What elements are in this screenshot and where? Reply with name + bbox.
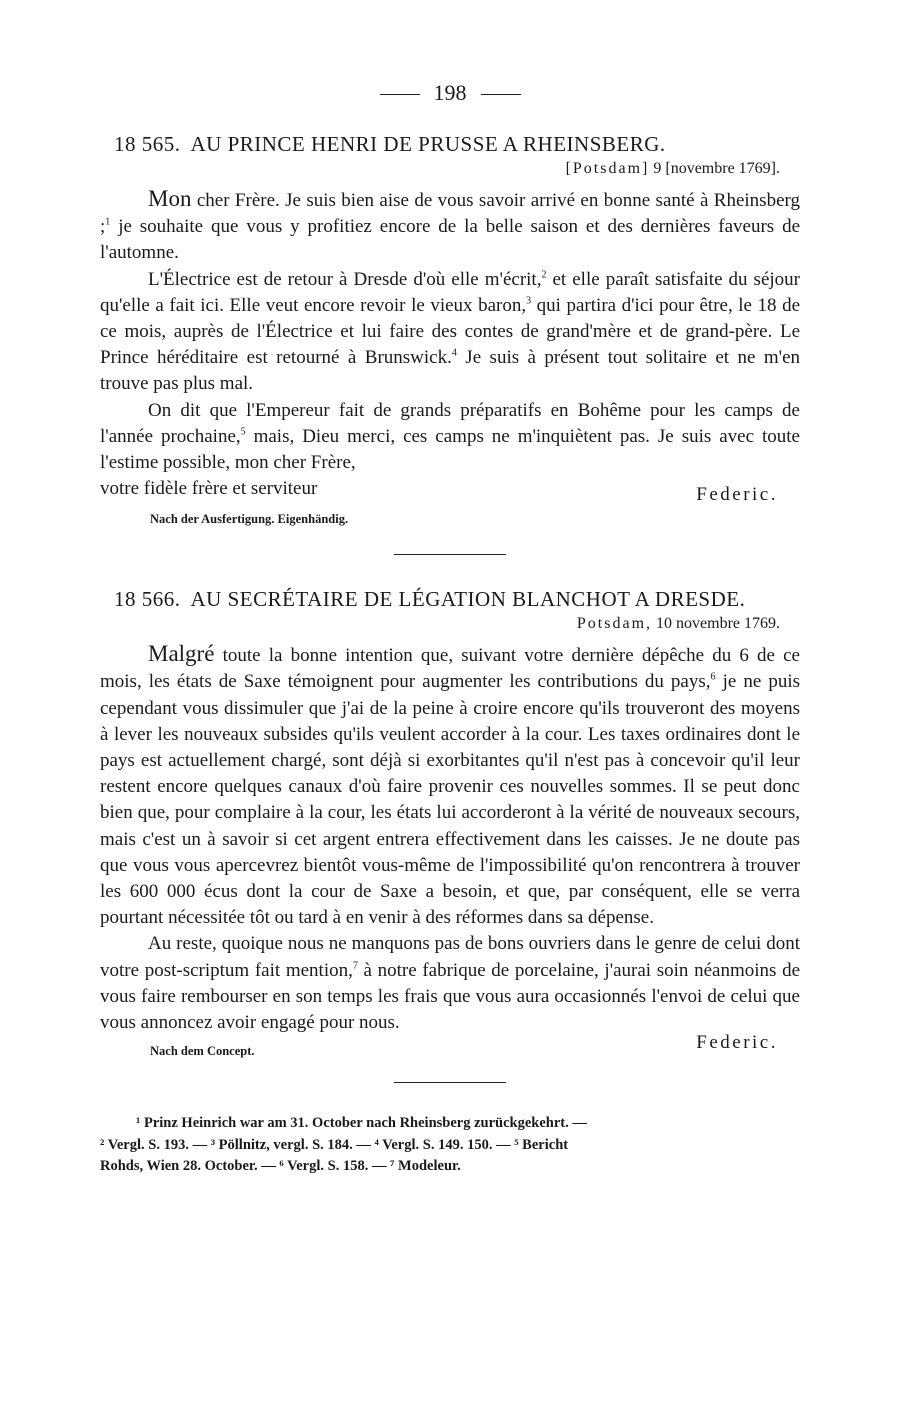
footnote-ref: 2 [541,269,547,281]
text-run: Au reste, quoique nous ne manquons pas de bons ouvriers dans le genre de celui dont votre post-scriptum fait mention, [100,933,800,981]
closing-row [100,1032,800,1059]
text-run: On dit que l'Empereur fait de grands préparatifs en Bohême pour les camps de l'année prochaine, [100,399,800,447]
source-note: Nach dem Concept. [150,1044,255,1059]
letter-place: Potsdam, [576,615,653,633]
footnote-ref: 1 [105,216,111,228]
text-run: toute la bonne intention que, suivant votre dernière dépêche du 6 de ce mois, les états de Saxe témoignent pour augmenter les contributions du pays, [100,645,800,693]
signature: Federic. [696,1032,778,1054]
section-divider [394,554,506,555]
first-word: Mon [148,186,192,211]
page-number [100,78,800,108]
footnote-divider [394,1082,506,1083]
footnote-line: Rohds, Wien 28. October. — ⁶ Vergl. S. 158. — ⁷ Modeleur. [100,1158,461,1175]
letter-number: 18 565. [114,132,181,156]
footnote-ref: 3 [526,295,532,307]
letter-dateline [100,613,780,635]
footnote-ref: 4 [451,347,457,359]
footnote-ref: 6 [710,672,716,684]
closing-row [100,476,800,506]
text-run: L'Électrice est de retour à Dresde d'où elle m'écrit, [148,268,542,290]
first-word: Malgré [148,641,215,667]
letter-paragraph [100,267,800,398]
footnotes [100,1113,800,1178]
letter-paragraph [100,641,800,931]
footnote-ref: 7 [352,960,358,972]
letter-number: 18 566. [114,587,181,612]
letter-paragraph [100,398,800,477]
letter-title: AU SECRÉTAIRE DE LÉGATION BLANCHOT A DRESDE. [190,587,746,612]
page-number-text: 198 [433,80,467,105]
footnote-line: ² Vergl. S. 193. — ³ Pöllnitz, vergl. S. 184. — ⁴ Vergl. S. 149. 150. — ⁵ Bericht [100,1136,569,1153]
text-run: je ne puis cependant vous dissimuler que j'ai de la peine à croire encore qu'ils trouveront des moyens à lever les nouveaux subsides qu'ils veulent accorder à la cour. Les taxes ordinaires dont le pays est actuellement chargé, sont déjà si exorbitantes qu'il n'est pas à concevoir qu'il leur restent encore quelques canaux d'où faire provenir ces nouvelles sommes. Il se peut donc bien que, pour complaire à la cour, les états lui accorderont à la vérité de nouveaux secours, mais c'est un à savoir si cet argent entrera effectivement dans les caisses. Je ne doute pas que vous vous apercevrez bientôt vous-même de l'impossibilité qu'on rencontrera à trouver les 600 000 écus dont la cour de Saxe a besoin, et que, par conséquent, elle se verra pourtant nécessitée tôt ou tard à en venir à des réformes dans sa dépense. [100,671,801,929]
closing-formula: votre fidèle frère et serviteur [100,478,318,500]
letter-title: AU PRINCE HENRI DE PRUSSE A RHEINSBERG. [190,132,666,156]
footnote-line: ¹ Prinz Heinrich war am 31. October nach Rheinsberg zurückgekehrt. — [136,1115,587,1132]
text-run: et elle paraît satisfaite du séjour qu'elle a fait ici. Elle veut encore revoir le vieux baron, [100,268,800,316]
text-run: je souhaite que vous y profitiez encore de la belle saison et des dernières faveurs de l'automne. [100,216,800,264]
text-run: à notre fabrique de porcelaine, j'aurai soin néanmoins de vous faire rembourser en son temps les frais que vous aura occasionnés l'envoi de celui que vous annoncez avoir engagé pour nous. [100,959,801,1034]
text-run: Je suis à présent tout solitaire et ne m'en trouve pas plus mal. [100,347,801,395]
letter-date: 10 novembre 1769. [656,615,780,633]
page-number-dash-right [481,94,521,95]
document-page [100,78,800,1178]
letter-heading-18565 [114,130,800,158]
letter-place: [Potsdam] [565,160,650,177]
page-number-dash-left [380,94,420,95]
letter-dateline [100,158,780,180]
letter-paragraph [100,186,800,267]
text-run: qui partira d'ici pour être, le 18 de ce mois, auprès de l'Électrice et lui faire des contes de grand'mère et de grand-père. Le Prince héréditaire est retourné à Brunswick. [100,294,801,369]
text-run: cher Frère. Je suis bien aise de vous savoir arrivé en bonne santé à Rheinsberg ; [100,190,800,238]
source-note: Nach der Ausfertigung. Eigenhändig. [150,512,349,527]
letter-heading-18566 [114,585,800,613]
signature: Federic. [696,484,778,506]
text-run: mais, Dieu merci, ces camps ne m'inquiètent pas. Je suis avec toute l'estime possible, mon cher Frère, [100,425,800,474]
letter-date: 9 [novembre 1769]. [653,160,780,177]
letter-paragraph [100,931,800,1036]
footnote-ref: 5 [240,426,246,438]
